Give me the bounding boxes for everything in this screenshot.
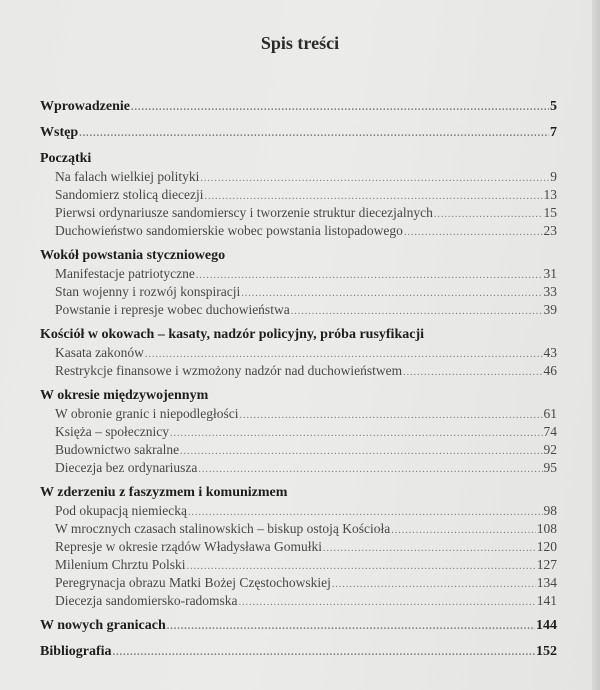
toc-page-number: 144 bbox=[536, 618, 557, 633]
toc-section bbox=[40, 484, 557, 610]
toc-page-number: 9 bbox=[550, 169, 557, 184]
toc-page-number: 152 bbox=[536, 644, 557, 659]
section-heading[interactable]: W zderzeniu z faszyzmem i komunizmem bbox=[40, 485, 288, 500]
leader-dots bbox=[200, 170, 549, 188]
toc-page-number: 5 bbox=[550, 99, 557, 114]
toc-subentry[interactable] bbox=[40, 520, 557, 538]
toc-entry-label: Manifestacje patriotyczne bbox=[55, 266, 195, 281]
toc-entry[interactable] bbox=[40, 124, 557, 142]
toc-subentry[interactable] bbox=[40, 283, 557, 301]
toc-entry-label: Powstanie i represje wobec duchowieństwa bbox=[55, 302, 290, 317]
toc-section bbox=[40, 150, 557, 240]
section-heading[interactable]: W okresie międzywojennym bbox=[40, 388, 209, 403]
toc-entry-label: Diecezja bez ordynariusza bbox=[55, 460, 198, 475]
toc-subentry[interactable] bbox=[40, 502, 557, 520]
toc-page-number: 127 bbox=[536, 557, 557, 572]
toc-entry-label: Duchowieństwo sandomierskie wobec powstania listopadowego bbox=[55, 223, 403, 238]
page-edge bbox=[592, 0, 600, 690]
leader-dots bbox=[434, 206, 543, 224]
toc-page-number: 15 bbox=[543, 205, 557, 220]
toc-subentry[interactable] bbox=[40, 459, 557, 477]
toc-page-number: 43 bbox=[543, 345, 557, 360]
toc-entry-label: Pod okupacją niemiecką bbox=[55, 503, 187, 518]
toc-entry-label: W mrocznych czasach stalinowskich – biskup ostoją Kościoła bbox=[55, 521, 391, 536]
toc-subentry[interactable] bbox=[40, 168, 557, 186]
toc-page-number: 33 bbox=[543, 284, 557, 299]
toc-entry-label: Peregrynacja obrazu Matki Bożej Częstochowskiej bbox=[55, 575, 331, 590]
toc-page-number: 98 bbox=[543, 503, 557, 518]
leader-dots bbox=[239, 594, 536, 612]
toc-subentry[interactable] bbox=[40, 556, 557, 574]
toc-entry-label: Represje w okresie rządów Władysława Gomułki bbox=[55, 539, 323, 554]
toc-entry-label: Wprowadzenie bbox=[40, 99, 130, 114]
leader-dots bbox=[391, 522, 535, 540]
toc-subentry[interactable] bbox=[40, 574, 557, 592]
section-heading[interactable]: Kościół w okowach – kasaty, nadzór policyjny, próba rusyfikacji bbox=[40, 327, 425, 342]
leader-dots bbox=[323, 540, 536, 558]
toc-subentry[interactable] bbox=[40, 301, 557, 319]
toc-entry-label: Sandomierz stolicą diecezji bbox=[55, 187, 204, 202]
leader-dots bbox=[113, 644, 535, 662]
leader-dots bbox=[332, 576, 536, 594]
toc-page-number: 46 bbox=[543, 363, 557, 378]
toc-section bbox=[40, 247, 557, 319]
toc-entry-label: Restrykcje finansowe i wzmożony nadzór nad duchowieństwem bbox=[55, 363, 403, 378]
leader-dots bbox=[239, 407, 542, 425]
toc-entry-label: Stan wojenny i rozwój konspiracji bbox=[55, 284, 241, 299]
toc-subentry[interactable] bbox=[40, 423, 557, 441]
toc-section bbox=[40, 326, 557, 380]
toc-page-number: 7 bbox=[550, 125, 557, 140]
toc-page-number: 23 bbox=[543, 223, 557, 238]
toc-entry[interactable] bbox=[40, 643, 557, 661]
toc-page-number: 141 bbox=[536, 593, 557, 608]
toc-entry-label: Kasata zakonów bbox=[55, 345, 144, 360]
toc-page-number: 61 bbox=[543, 406, 557, 421]
toc-section bbox=[40, 387, 557, 477]
toc-subentry[interactable] bbox=[40, 538, 557, 556]
toc-subentry[interactable] bbox=[40, 265, 557, 283]
toc-page-number: 74 bbox=[543, 424, 557, 439]
leader-dots bbox=[403, 364, 542, 382]
toc-page-number: 31 bbox=[543, 266, 557, 281]
toc-entry-label: Na falach wielkiej polityki bbox=[55, 169, 200, 184]
leader-dots bbox=[404, 224, 543, 242]
leader-dots bbox=[170, 425, 543, 443]
toc-page-number: 39 bbox=[543, 302, 557, 317]
page-title: Spis treści bbox=[260, 33, 340, 53]
toc-page-number: 134 bbox=[536, 575, 557, 590]
toc-subentry[interactable] bbox=[40, 441, 557, 459]
toc-entry[interactable] bbox=[40, 617, 557, 635]
toc-entry-label: Milenium Chrztu Polski bbox=[55, 557, 186, 572]
toc-subentry[interactable] bbox=[40, 186, 557, 204]
toc-entry-label: Wstęp bbox=[40, 125, 79, 140]
toc-subentry[interactable] bbox=[40, 362, 557, 380]
leader-dots bbox=[196, 267, 543, 285]
toc-subentry[interactable] bbox=[40, 405, 557, 423]
toc-subentry[interactable] bbox=[40, 222, 557, 240]
toc-entry-label: Bibliografia bbox=[40, 644, 112, 659]
toc-entry-label: Budownictwo sakralne bbox=[55, 442, 180, 457]
toc-entry-label: Pierwsi ordynariusze sandomierscy i tworzenie struktur diecezjalnych bbox=[55, 205, 433, 220]
toc-page-number: 95 bbox=[543, 460, 557, 475]
toc-page-number: 108 bbox=[536, 521, 557, 536]
section-heading[interactable]: Początki bbox=[40, 151, 92, 166]
leader-dots bbox=[198, 461, 542, 479]
toc-entry-label: Księża – społecznicy bbox=[55, 424, 169, 439]
leader-dots bbox=[79, 125, 549, 143]
leader-dots bbox=[291, 303, 543, 321]
toc-subentry[interactable] bbox=[40, 592, 557, 610]
leader-dots bbox=[131, 99, 549, 117]
toc-entry-label: W obronie granic i niepodległości bbox=[55, 406, 239, 421]
section-heading[interactable]: Wokół powstania styczniowego bbox=[40, 248, 226, 263]
toc-page-number: 92 bbox=[543, 442, 557, 457]
toc-entry-label: Diecezja sandomiersko-radomska bbox=[55, 593, 238, 608]
leader-dots bbox=[180, 443, 542, 461]
leader-dots bbox=[167, 618, 535, 636]
toc-page-number: 13 bbox=[543, 187, 557, 202]
table-of-contents bbox=[40, 98, 557, 669]
toc-subentry[interactable] bbox=[40, 344, 557, 362]
toc-subentry[interactable] bbox=[40, 204, 557, 222]
toc-entry-label: W nowych granicach bbox=[40, 618, 166, 633]
toc-page-number: 120 bbox=[536, 539, 557, 554]
toc-entry[interactable] bbox=[40, 98, 557, 116]
